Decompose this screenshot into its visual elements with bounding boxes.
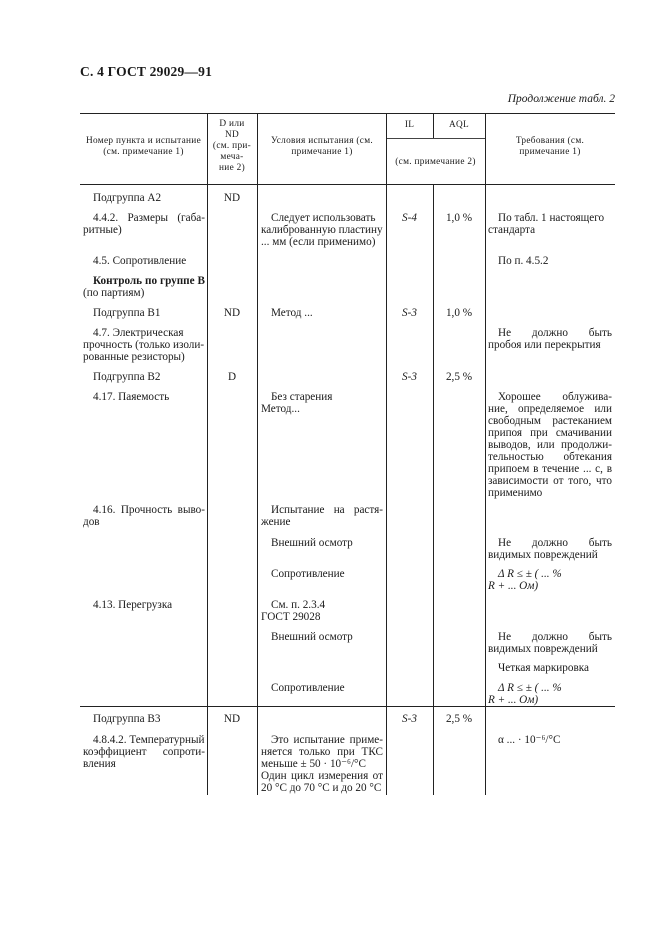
aql-442: 1,0 % [445,212,473,224]
subgroup-a2-dnd: ND [223,192,241,204]
subgroup-b3-dnd: ND [223,713,241,725]
col-header-il: IL [404,120,415,130]
subgroup-b1-title: Подгруппа В1 [93,307,161,319]
col-header-dnd-1: D или [219,119,245,129]
group-b-title: Контроль по группе В [93,275,205,287]
subgroup-b3-title: Подгруппа В3 [93,713,161,725]
col-divider-il-aql [433,184,434,795]
req-4842: α ... · 10⁻⁶/°С [498,734,561,746]
header-bottom-rule [80,184,615,185]
col-header-dnd-5: ние 2) [219,163,245,173]
req-45: По п. 4.5.2 [498,255,549,267]
il-442: S-4 [402,212,417,224]
group-b-subtitle: (по партиям) [83,287,145,299]
aql-b3: 2,5 % [445,713,473,725]
item-416-line2: дов [83,516,100,528]
page-header: С. 4 ГОСТ 29029—91 [80,64,213,79]
req-442-line1: По табл. 1 настоящего [498,212,605,224]
req-417-line3: свободным растеканием [488,415,612,427]
req-417-line2: ние, определяемое или [488,403,612,415]
item-413: 4.13. Перегрузка [93,599,173,611]
req-resist-2-line1: Δ R ≤ ± ( ... % [498,682,562,694]
item-4842-line2: коэффициент сопроти- [83,746,205,758]
cond-4842-line4: Один цикл измерения от [261,770,383,782]
req-resist-1-line2: R + ... Ом) [488,580,539,592]
test-table [80,113,615,795]
req-visual-2-line2: видимых повреждений [488,643,598,655]
cond-442-line3: ... мм (если применимо) [261,236,376,248]
cond-4842-line2: няется только при ТКС [261,746,383,758]
cond-413-line2: ГОСТ 29028 [261,611,321,623]
item-442-line1: 4.4.2. Размеры (габа- [93,212,205,224]
col-divider-1 [207,113,208,795]
req-visual-1-line1: Не должно быть [498,537,612,549]
col-divider-4 [485,113,486,795]
item-47-line3: рованные резисторы) [83,351,185,363]
req-marking: Четкая маркировка [498,662,589,674]
resistance-2: Сопротивление [271,682,345,694]
item-4842-line1: 4.8.4.2. Температурный [93,734,205,746]
req-417-line4: припоя при смачивании [488,427,612,439]
visual-inspection-1: Внешний осмотр [271,537,353,549]
cond-4842-line1: Это испытание приме- [271,734,383,746]
req-442-line2: стандарта [488,224,536,236]
cond-442-line2: калиброванную пластину [261,224,383,236]
subgroup-b1-dnd: ND [223,307,241,319]
table-continuation-label: Продолжение табл. 2 [507,93,615,105]
req-417-line5: выводов, или продолжи- [488,439,612,451]
il-b3: S-3 [402,713,417,725]
col-header-dnd-2: ND [224,130,240,140]
item-47-line1: 4.7. Электрическая [93,327,184,339]
col-header-note2: (см. примечание 2) [395,157,476,167]
req-visual-2-line1: Не должно быть [498,631,612,643]
req-417-line9: применимо [488,487,543,499]
col-header-dnd-4: меча- [220,152,244,162]
col-header-dnd-3: (см. при- [212,141,252,151]
cond-4842-line3: меньше ± 50 · 10⁻⁶/°С [261,758,366,770]
req-417-line1: Хорошее облужива- [498,391,612,403]
col-divider-2 [257,113,258,795]
col-header-conditions: Условия испытания (см. примечание 1) [270,136,374,157]
cond-417-line2: Метод... [261,403,300,415]
item-417: 4.17. Паяемость [93,391,170,403]
aql-b1: 1,0 % [445,307,473,319]
il-b2: S-3 [402,371,417,383]
cond-416-line1: Испытание на растя- [271,504,383,516]
subgroup-b2-dnd: D [227,371,237,383]
req-417-line6: тельностью обтекания [488,451,612,463]
req-417-line8: зависимости от того, что [488,475,612,487]
cond-442-line1: Следует использовать [271,212,376,224]
visual-inspection-2: Внешний осмотр [271,631,353,643]
cond-b1: Метод ... [271,307,313,319]
il-aql-divider [386,138,485,139]
col-header-aql: AQL [448,120,469,130]
il-b1: S-3 [402,307,417,319]
item-442-line2: ритные) [83,224,122,236]
resistance-1: Сопротивление [271,568,345,580]
req-visual-1-line2: видимых повреждений [488,549,598,561]
aql-b2: 2,5 % [445,371,473,383]
item-4842-line3: вления [83,758,116,770]
subgroup-b2-title: Подгруппа В2 [93,371,161,383]
subgroup-a2-title: Подгруппа А2 [93,192,162,204]
item-416-line1: 4.16. Прочность выво- [93,504,205,516]
req-47-line2: пробоя или перекрытия [488,339,601,351]
col-header-item: Номер пункта и испытание (см. примечание 1) [86,136,201,157]
cond-4842-line5: 20 °С до 70 °С и до 20 °С [261,782,382,794]
req-417-line7: припоем в течение ... с, в [488,463,612,475]
req-47-line1: Не должно быть [498,327,612,339]
table-top-rule [80,113,615,114]
req-resist-1-line1: Δ R ≤ ± ( ... % [498,568,562,580]
item-47-line2: прочность (только изоли- [83,339,205,351]
item-45: 4.5. Сопротивление [93,255,187,267]
col-header-requirements: Требования (см. примечание 1) [515,136,585,157]
cond-416-line2: жение [261,516,291,528]
req-resist-2-line2: R + ... Ом) [488,694,539,706]
cond-417-line1: Без старения [271,391,333,403]
cond-413-line1: См. п. 2.3.4 [271,599,326,611]
